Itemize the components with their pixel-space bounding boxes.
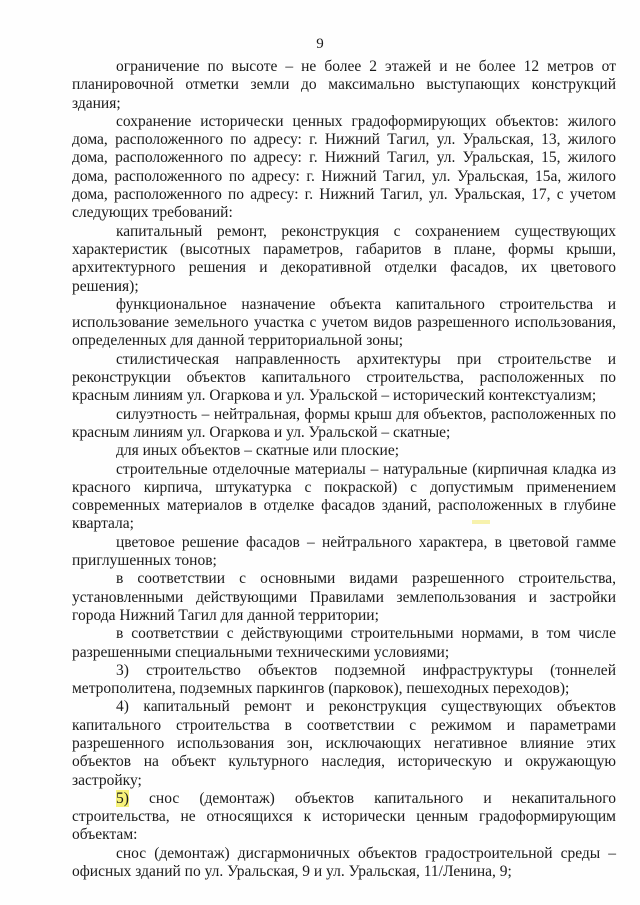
paragraph-permitted-uses: в соответствии с основными видами разрешенного строительства, установленными действующими Правилами землепользования и застройки города Нижний Тагил для данной территории; (72, 570, 616, 624)
paragraph-item-3-underground: 3) строительство объектов подземной инфраструктуры (тоннелей метрополитена, подземных паркингов (парковок), пешеходных переходов); (72, 661, 616, 698)
paragraph-capital-repair: капитальный ремонт, реконструкция с сохранением существующих характеристик (высотных параметров, габаритов в плане, формы крыши, архитектурного решения и декоративной отделки фасадов, их цветового решения); (72, 222, 616, 295)
paragraph-other-objects: для иных объектов – скатные или плоские; (116, 442, 400, 460)
paragraph-preserve-historic-buildings: сохранение исторически ценных градоформирующих объектов: жилого дома, расположенного по адресу: г. Нижний Тагил, ул. Уральская, 13, жилого дома, расположенного по адресу: г. Нижний Тагил, ул. Уральская, 15, жилого дома, расположенного по адресу: г. Нижний Тагил, ул. Уральская, 15а, жилого дома, расположенного по адресу: г. Нижний Тагил, ул. Уральская, 17, с учетом следующих требований: (72, 112, 616, 222)
paragraph-color-scheme: цветовое решение фасадов – нейтрального характера, в цветовой гамме приглушенных тонов; (72, 533, 616, 570)
paragraph-disharmonious-demolition: снос (демонтаж) дисгармоничных объектов градостроительной среды – офисных зданий по ул. Уральская, 9 и ул. Уральская, 11/Ленина, 9; (72, 844, 616, 881)
highlighter-mark (472, 520, 490, 524)
highlighted-item-number: 5) (116, 789, 129, 807)
paragraph-building-norms: в соответствии с действующими строительными нормами, в том числе разрешенными специальными техническими условиями; (72, 625, 616, 661)
paragraph-silhouette: силуэтность – нейтральная, формы крыш для объектов, расположенных по красным линиям ул. Огаркова и ул. Уральской – скатные; (72, 405, 616, 441)
paragraph-item-5-demolition (72, 790, 616, 845)
document-body (72, 58, 616, 881)
paragraph-height-limit: ограничение по высоте – не более 2 этажей и не более 12 метров от планировочной отметки земли до максимально выступающих конструкций здания; (72, 58, 616, 112)
paragraph-item-5-text: снос (демонтаж) объектов капитального и некапитального строительства, не относящихся к исторически ценным градоформирующим объектам: (72, 789, 617, 844)
paragraph-finishing-materials: строительные отделочные материалы – натуральные (кирпичная кладка из красного кирпича, штукатурка с покраской) с допустимым применением современных материалов в отделке фасадов зданий, расположенных в глубине квартала; (72, 460, 616, 533)
paragraph-item-4-repair: 4) капитальный ремонт и реконструкция существующих объектов капитального строительства в соответствии с режимом и параметрами разрешенного использования зон, исключающих негативное влияние этих объектов на объект культурного наследия, историческую и окружающую застройку; (72, 698, 616, 789)
paragraph-stylistic-direction: стилистическая направленность архитектуры при строительстве и реконструкции объектов капитального строительства, расположенных по красным линиям ул. Огаркова и ул. Уральской – исторический контекстуализм; (72, 350, 616, 405)
paragraph-functional-purpose: функциональное назначение объекта капитального строительства и использование земельного участка с учетом видов разрешенного использования, определенных для данной территориальной зоны; (72, 295, 616, 350)
page-number: 9 (316, 36, 324, 52)
